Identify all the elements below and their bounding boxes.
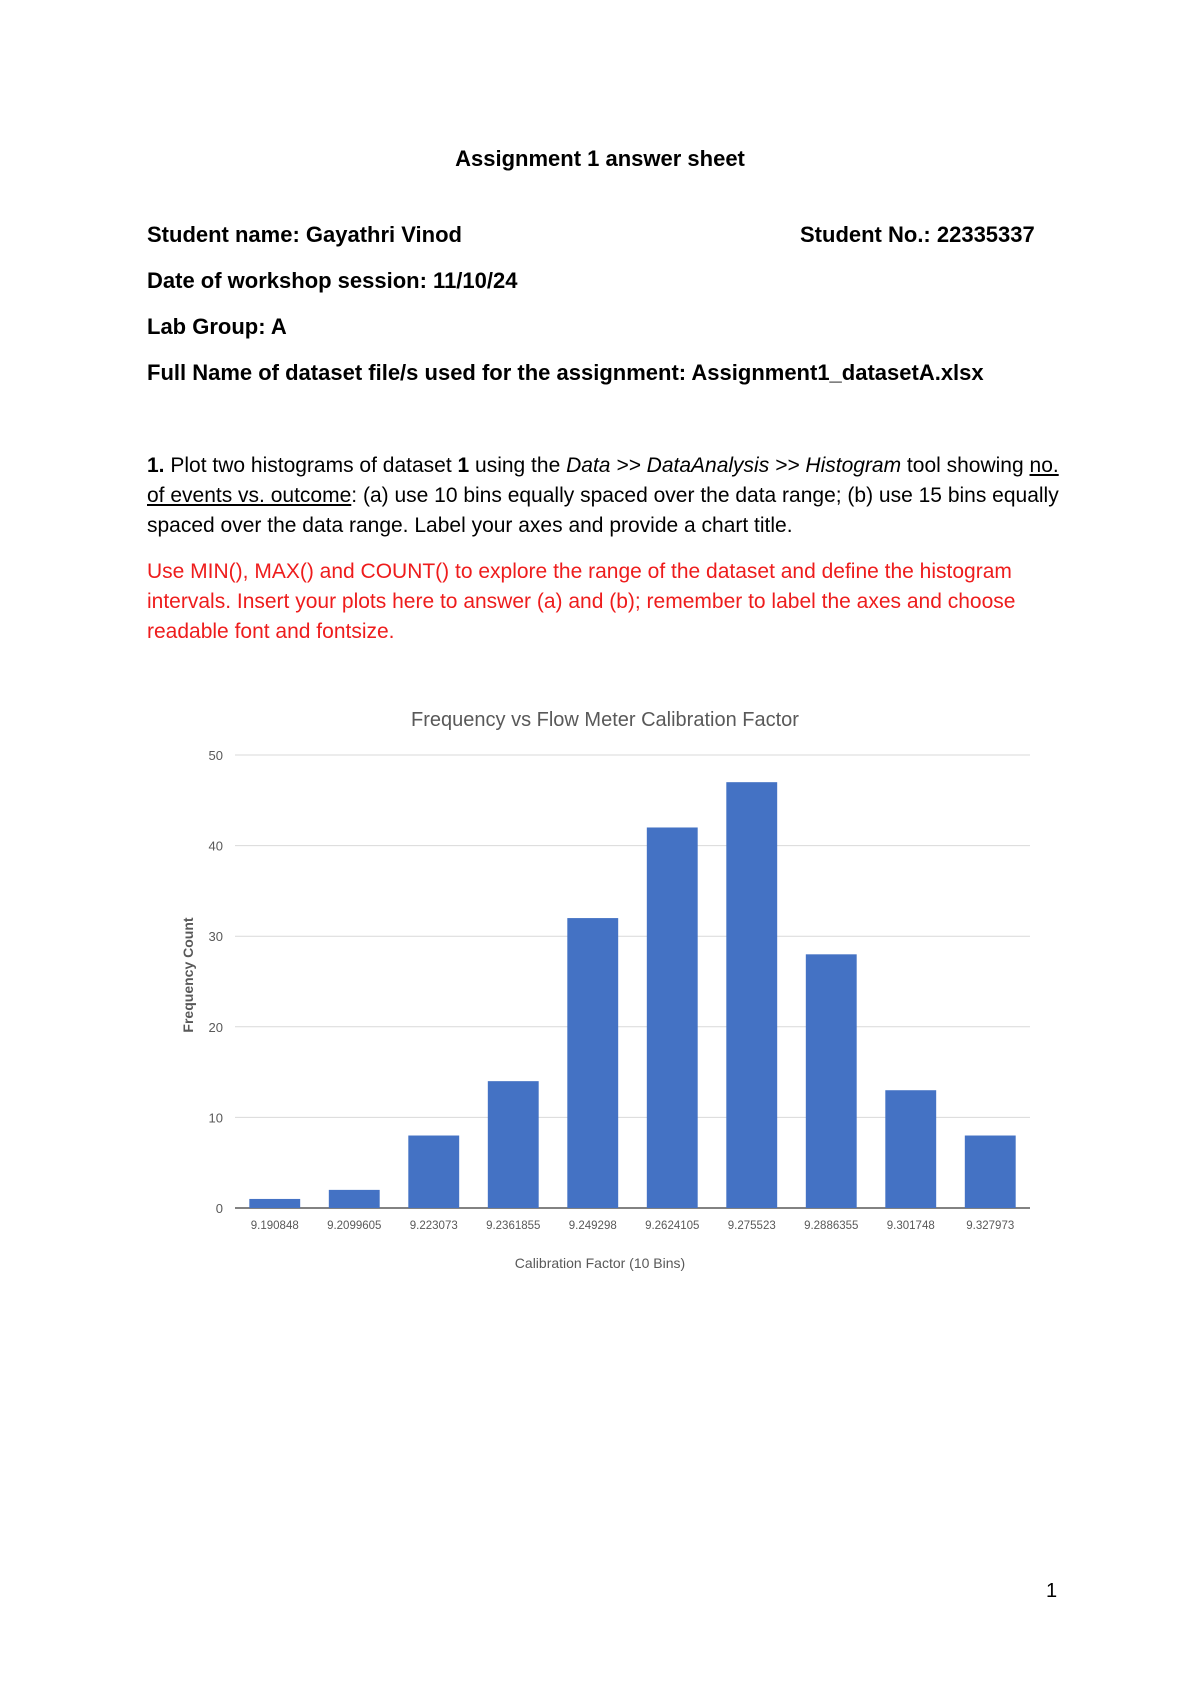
x-tick-label: 9.2624105	[645, 1220, 700, 1232]
student-name: Student name: Gayathri Vinod	[147, 222, 462, 247]
x-tick-label: 9.2361855	[486, 1220, 541, 1232]
x-tick-label: 9.223073	[409, 1220, 458, 1232]
question-text	[147, 451, 1067, 541]
y-axis-label: Frequency Count	[180, 917, 196, 1033]
lab-group: Lab Group: A	[147, 314, 287, 339]
x-axis-label: Calibration Factor (10 Bins)	[514, 1255, 686, 1271]
dataset-number: 1	[457, 454, 470, 477]
y-tick-label: 0	[215, 1201, 223, 1216]
x-tick-label: 9.249298	[568, 1220, 617, 1232]
histogram-bar	[408, 1136, 459, 1208]
question-part1: Plot two histograms of dataset	[164, 454, 458, 477]
histogram-bar	[488, 1081, 539, 1208]
instruction-text: Use MIN(), MAX() and COUNT() to explore the range of the dataset and define the histogram intervals. Insert your plots here to answer (a) and (b); remember to label the axes and choose readable font and fontsize.	[147, 560, 1016, 643]
histogram-bar	[329, 1190, 380, 1208]
y-tick-label: 20	[208, 1019, 223, 1035]
histogram-bar	[726, 782, 777, 1208]
underlined-phrase: no. of events vs. outcome	[147, 454, 1059, 507]
x-tick-labels	[251, 1220, 1014, 1232]
y-tick-label: 10	[208, 1110, 223, 1126]
y-tick-label: 30	[208, 929, 223, 945]
x-tick-label: 9.301748	[886, 1220, 935, 1232]
question-part4: : (a) use 10 bins equally spaced over the data range; (b) use 15 bins equally spaced over the data range. Label your axes and provide a chart title.	[147, 484, 1059, 537]
document-title: Assignment 1 answer sheet	[455, 146, 745, 171]
histogram-bar	[806, 954, 857, 1208]
histogram-bar	[647, 827, 698, 1208]
x-tick-label: 9.327973	[966, 1220, 1015, 1232]
y-tick-label: 40	[208, 838, 223, 854]
workshop-date: Date of workshop session: 11/10/24	[147, 268, 518, 293]
x-tick-label: 9.2886355	[804, 1220, 859, 1232]
histogram-bar	[567, 918, 618, 1208]
chart-title: Frequency vs Flow Meter Calibration Factor	[411, 709, 799, 731]
y-tick-label: 50	[208, 748, 223, 763]
x-tick-label: 9.190848	[250, 1220, 299, 1232]
question-number: 1.	[147, 454, 165, 477]
x-tick-label: 9.275523	[727, 1220, 776, 1232]
histogram-bar	[885, 1090, 936, 1208]
histogram-bar	[249, 1199, 300, 1208]
y-tick-labels	[209, 748, 223, 1216]
dataset-file: Full Name of dataset file/s used for the assignment: Assignment1_datasetA.xlsx	[147, 360, 984, 385]
histogram-bar	[965, 1136, 1016, 1208]
question-part3: tool showing	[901, 454, 1030, 477]
question-part2: using the	[469, 454, 567, 477]
page-number: 1	[1046, 1580, 1058, 1602]
student-number: Student No.: 22335337	[800, 222, 1035, 247]
menu-path: Data >> DataAnalysis >> Histogram	[566, 454, 902, 477]
histogram-chart	[165, 690, 1045, 1290]
x-tick-label: 9.2099605	[327, 1220, 382, 1232]
